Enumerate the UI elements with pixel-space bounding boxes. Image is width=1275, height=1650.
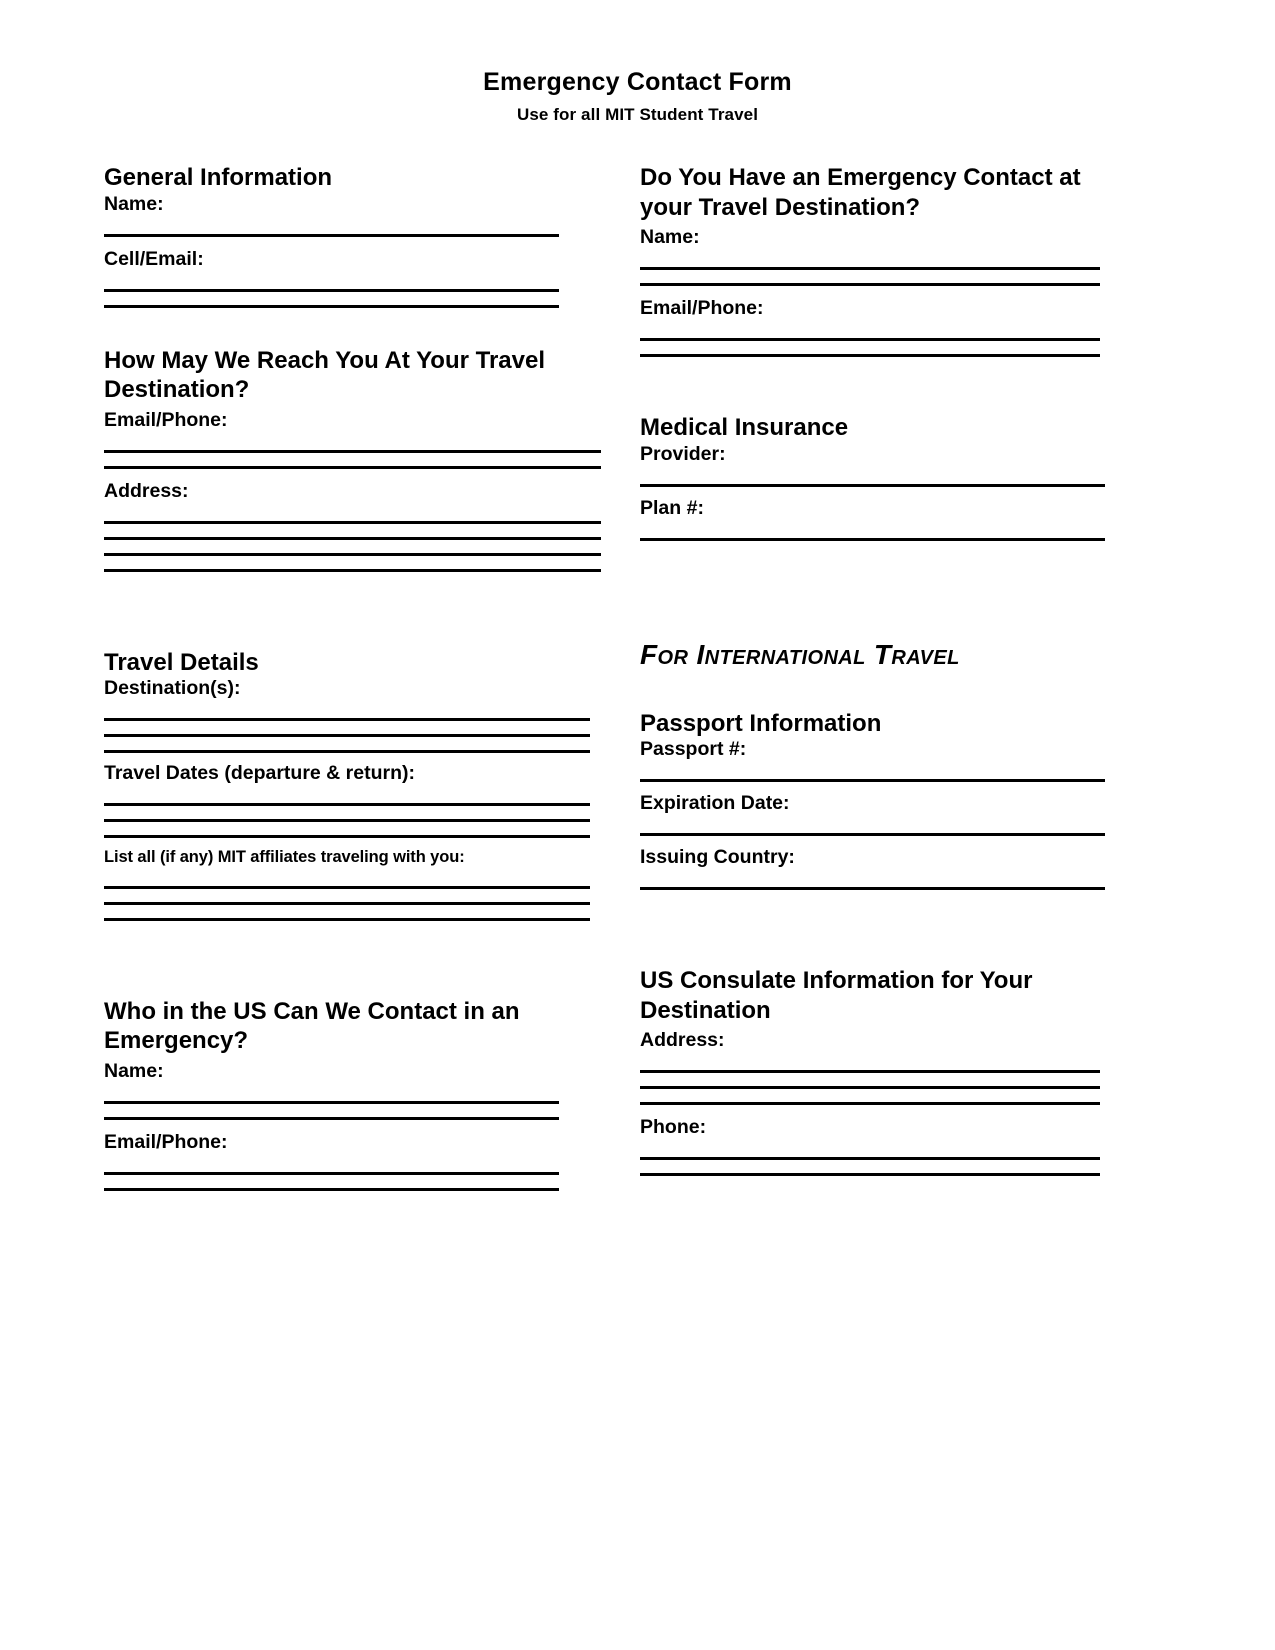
write-line[interactable] — [640, 833, 1105, 836]
section-destination-emergency-contact — [640, 163, 1115, 357]
section-general-information — [104, 163, 614, 308]
write-line[interactable] — [640, 779, 1105, 782]
field-label-passport-number: Passport #: — [640, 738, 747, 761]
write-line[interactable] — [640, 283, 1100, 286]
section-heading-international-travel: For International Travel — [640, 638, 960, 670]
spacer — [104, 308, 614, 346]
field-label-cell-email: Cell/Email: — [104, 247, 204, 270]
field-label-consulate-phone: Phone: — [640, 1116, 707, 1139]
section-heading-passport-information: Passport Information — [640, 709, 882, 737]
left-column — [104, 163, 614, 1191]
spacer — [640, 890, 1115, 966]
page-subtitle: Use for all MIT Student Travel — [516, 105, 759, 124]
field-label-destinations: Destination(s): — [104, 677, 241, 700]
field-label-mit-affiliates: List all (if any) MIT affiliates traveling with you: — [104, 848, 465, 867]
field-label-destination-contact-email-phone: Email/Phone: — [640, 297, 764, 320]
field-label-insurance-provider: Provider: — [640, 442, 726, 465]
section-heading-medical-insurance: Medical Insurance — [640, 414, 849, 442]
field-label-passport-issuing-country: Issuing Country: — [640, 846, 795, 869]
section-heading-general-information: General Information — [104, 164, 333, 192]
field-label-address-destination: Address: — [104, 479, 189, 502]
write-line[interactable] — [104, 466, 601, 469]
section-heading-reach-at-destination: How May We Reach You At Your Travel Destination? — [104, 346, 546, 404]
section-heading-us-consulate-information: US Consulate Information for Your Destination — [640, 967, 1033, 1024]
write-line[interactable] — [104, 750, 590, 753]
section-reach-at-destination — [104, 346, 614, 572]
spacer — [640, 357, 1115, 413]
section-passport-information — [640, 709, 1115, 891]
write-line[interactable] — [104, 835, 590, 838]
section-medical-insurance — [640, 413, 1115, 541]
spacer — [640, 671, 1115, 709]
right-column — [640, 163, 1115, 1176]
spacer — [640, 617, 1115, 639]
section-heading-destination-emergency-contact: Do You Have an Emergency Contact at your Travel Destination? — [640, 164, 1081, 221]
field-label-name: Name: — [104, 192, 164, 215]
write-line[interactable] — [640, 1102, 1100, 1105]
write-line[interactable] — [640, 1173, 1100, 1176]
section-travel-details — [104, 648, 614, 921]
field-label-us-contact-name: Name: — [104, 1059, 164, 1082]
write-line[interactable] — [104, 1117, 559, 1120]
field-label-email-phone-destination: Email/Phone: — [104, 408, 228, 431]
field-label-passport-expiration-date: Expiration Date: — [640, 792, 790, 815]
section-heading-us-emergency-contact: Who in the US Can We Contact in an Emergency? — [104, 997, 520, 1055]
document-header — [0, 0, 1275, 124]
spacer — [104, 572, 614, 648]
write-line[interactable] — [640, 484, 1105, 487]
page-title: Emergency Contact Form — [483, 68, 792, 96]
spacer — [104, 921, 614, 997]
section-heading-travel-details: Travel Details — [104, 648, 259, 676]
field-label-us-contact-email-phone: Email/Phone: — [104, 1130, 228, 1153]
field-label-consulate-address: Address: — [640, 1029, 725, 1052]
section-us-consulate-information — [640, 966, 1115, 1176]
write-line[interactable] — [104, 234, 559, 237]
field-label-travel-dates: Travel Dates (departure & return): — [104, 762, 416, 785]
spacer — [640, 541, 1115, 617]
write-line[interactable] — [104, 1188, 559, 1191]
field-label-destination-contact-name: Name: — [640, 226, 700, 249]
field-label-insurance-plan-number: Plan #: — [640, 496, 704, 519]
section-us-emergency-contact — [104, 997, 614, 1191]
